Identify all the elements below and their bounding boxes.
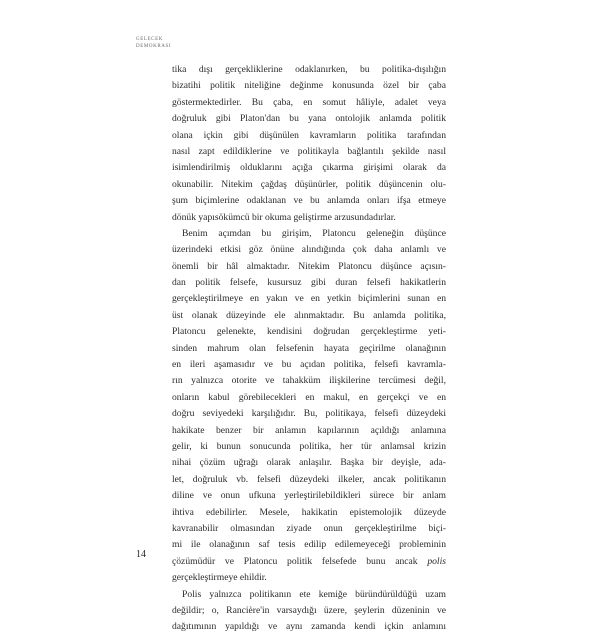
body-line: şum biçimlerine odaklanan ve bu anlamda onları ifşa etmeye [172, 195, 446, 207]
body-line: Platoncu gelenekte, kendisini doğrudan gerçekleştirme yeti- [172, 326, 446, 338]
body-line: onların kabul görebilecekleri en makul, en gerçekçi ve en [172, 391, 446, 403]
body-line: isimlendirilmiş olduklarını açığa çıkarma girişimi olarak da [172, 162, 446, 174]
body-line: doğruluk gibi Platon'dan bu yana ontolojik anlamda politik [172, 113, 446, 125]
body-line: kavranabilir olmasından ziyade onun gerçekleştirilme biçi- [172, 522, 446, 534]
body-line: rın yalnızca otorite ve tahakküm ilişkilerine tercümesi değil, [172, 375, 446, 387]
body-line: hakikate benzer bir anlamın kapılarının açıldığı anlamına [172, 424, 446, 436]
italic-word: polis [427, 555, 446, 567]
body-line: gerçekleştirilmeye en yakın ve en yetkin biçimlerini sunan en [172, 293, 446, 305]
running-header [136, 36, 171, 50]
body-line: değildir; o, Rancière'in varsaydığı üzere, şeylerin düzeninin ve [172, 604, 446, 616]
body-line: üzerindeki etkisi göz önüne alındığında çok daha anlamlı ve [172, 244, 446, 256]
body-line: nasıl zapt edildiklerine ve politikayla bağlantılı şekilde nasıl [172, 145, 446, 157]
body-line: ihtiva edebilirler. Mesele, hakikatin epistemolojik düzeyde [172, 506, 446, 518]
running-header-line-1: GELECEK [136, 37, 163, 42]
body-line: okunabilir. Nitekim çağdaş düşünürler, politik düşüncenin olu- [172, 178, 446, 190]
body-line-text: çözümüdür ve Platoncu politik felsefede bunu ancak [172, 555, 418, 567]
body-line: Polis yalnızca politikanın ete kemiğe büründürüldüğü uzam [182, 588, 446, 600]
body-line: sinden mahrum olan felsefenin hayata geçirilme olanağının [172, 342, 446, 354]
body-line: göstermektedirler. Bu çaba, en somut hâliyle, adalet veya [172, 96, 446, 108]
body-line: bizatihi politik niteliğine değinme konusunda özel bir çaba [172, 80, 446, 92]
body-line: diline ve onun ufkuna yerleştirilebildikleri sürece bir anlam [172, 490, 446, 502]
body-line: dönük yapısökümcü bir okuma geliştirme arzusundadırlar. [172, 211, 396, 223]
body-line: doğru seviyedeki karşılığıdır. Bu, politikaya, felsefi düzeydeki [172, 408, 446, 420]
body-line-with-italic [172, 554, 446, 570]
body-line: gerçekleştirmeye ehildir. [172, 572, 267, 584]
running-header-line-2: DEMOKRASI [136, 44, 172, 49]
body-line: nihai çözüm uğrağı olarak anlaşılır. Başka bir deyişle, ada- [172, 457, 446, 469]
body-line: tika dışı gerçekliklerine odaklanırken, bu politika-dışılığın [172, 64, 446, 75]
body-line: mi ile olanağının saf tesis edilip edilemeyeceği probleminin [172, 539, 446, 551]
body-line: dağıtımının yapıldığı ve aynı zamanda kendi içkin anlamını [172, 621, 446, 633]
body-line: üst olanak düzeyinde ele alınmaktadır. Bu anlamda politika, [172, 309, 446, 321]
body-line: let, doğruluk vb. felsefi düzeydeki ilkeler, ancak politikanın [172, 473, 446, 485]
body-line: olana içkin gibi düşünülen kavramların politika tarafından [172, 129, 446, 141]
body-line: dan politik felsefe, kusursuz gibi duran felsefi hakikatlerin [172, 277, 446, 289]
body-line: en ileri aşamasıdır ve bu açıdan politika, felsefi kavramla- [172, 359, 446, 371]
body-line: Benim açımdan bu girişim, Platoncu geleneğin düşünce [182, 227, 446, 239]
body-text [172, 62, 446, 636]
page-number: 14 [136, 549, 146, 560]
body-line: önemli bir hâl almaktadır. Nitekim Platoncu düşünce açısın- [172, 260, 446, 272]
body-line: gelir, ki bunun sonucunda politika, her tür anlamsal krizin [172, 440, 446, 452]
